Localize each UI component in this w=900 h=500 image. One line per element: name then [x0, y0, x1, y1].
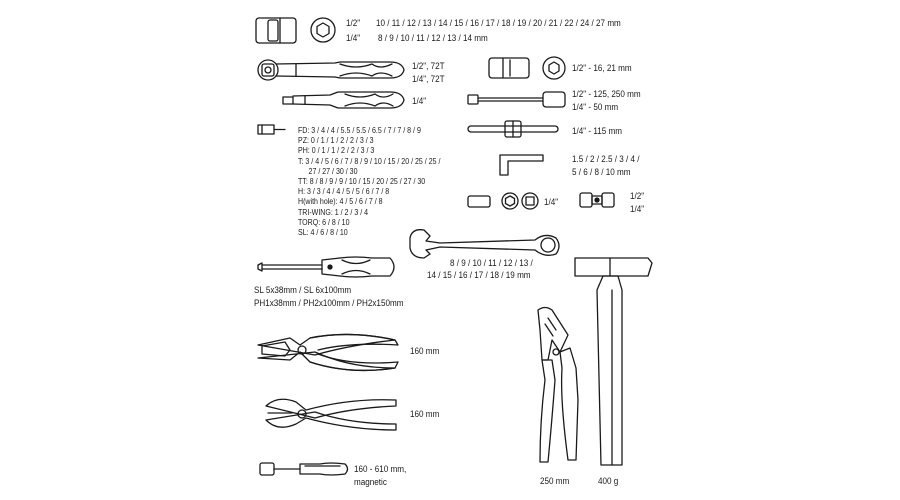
wrench-labels — [450, 257, 533, 270]
extension-label-half: 1/2" - 125, 250 mm — [572, 89, 641, 99]
extension-labels — [572, 88, 641, 113]
ratchet-half-icon — [258, 60, 404, 80]
socket-quarter-label: 1/4" — [346, 33, 361, 43]
hex-key-line: 1.5 / 2 / 2.5 / 3 / 4 / — [572, 154, 640, 164]
universal-joint-line: 1/4" — [630, 203, 645, 214]
hex-key-labels — [572, 153, 640, 178]
socket-end-icon — [311, 18, 335, 42]
water-pump-pliers-icon — [538, 308, 578, 463]
t-bar-label: 1/4" - 115 mm — [572, 126, 622, 136]
socket-large-icon — [256, 18, 296, 43]
cutting-pliers-label: 160 mm — [410, 409, 440, 419]
screwdriver-labels — [254, 284, 403, 309]
combination-pliers-label: 160 mm — [410, 346, 440, 356]
wrench-line: 8 / 9 / 10 / 11 / 12 / 13 / — [450, 258, 533, 268]
magnetic-pickup-icon — [260, 463, 348, 475]
screwdriver-line: SL 5x38mm / SL 6x100mm — [254, 285, 352, 295]
socket-half-sizes: 10 / 11 / 12 / 13 / 14 / 15 / 16 / 17 / 18 / 19 / 20 / 21 / 22 / 24 / 27 mm — [376, 18, 621, 28]
ratchet-label-quarter: 1/4", 72T — [412, 73, 445, 84]
hammer-icon — [575, 258, 652, 465]
wrench-labels-2 — [427, 269, 531, 282]
combination-pliers-icon — [258, 334, 398, 370]
pickup-labels — [354, 463, 406, 488]
universal-joint-labels — [630, 190, 644, 215]
bit-line: T: 3 / 4 / 5 / 6 / 7 / 8 / 9 / 10 / 15 / 20 / 25 / 25 / — [298, 156, 441, 166]
bit-line: H: 3 / 3 / 4 / 4 / 5 / 5 / 6 / 7 / 8 — [298, 187, 390, 197]
screwdriver-line: PH1x38mm / PH2x100mm / PH2x150mm — [254, 297, 404, 308]
adapter-label: 1/4" — [544, 197, 559, 207]
cutting-pliers-icon — [266, 399, 396, 430]
wrench-line: 14 / 15 / 16 / 17 / 18 / 19 mm — [427, 270, 531, 280]
bit-line: PZ: 0 / 1 / 1 / 2 / 2 / 3 / 3 — [298, 136, 374, 146]
pickup-line: 160 - 610 mm, — [354, 464, 407, 474]
extension-bar-icon — [468, 92, 565, 107]
spark-plug-socket-icon — [489, 57, 565, 79]
bit-adapter-icon — [468, 193, 538, 209]
extension-label-quarter: 1/4" - 50 mm — [572, 101, 619, 112]
bit-line: FD: 3 / 4 / 4 / 5.5 / 5.5 / 6.5 / 7 / 7 / 8 / 9 — [298, 126, 421, 135]
universal-joint-icon — [580, 193, 614, 207]
ratchet-label-half: 1/2", 72T — [412, 61, 445, 71]
bit-line: PH: 0 / 1 / 1 / 2 / 2 / 3 / 3 — [298, 146, 375, 156]
bit-line: 27 / 27 / 30 / 30 — [308, 166, 358, 176]
bit-line: TRI-WING: 1 / 2 / 3 / 4 — [298, 207, 369, 217]
hex-key-icon — [500, 155, 543, 175]
t-bar-icon — [468, 121, 558, 137]
screwdriver-handle-label: 1/4" — [412, 96, 427, 106]
bit-line: TORQ: 6 / 8 / 10 — [298, 217, 350, 227]
hex-key-line: 5 / 6 / 8 / 10 mm — [572, 166, 631, 177]
socket-quarter-sizes: 8 / 9 / 10 / 11 / 12 / 13 / 14 mm — [378, 33, 488, 43]
screwdriver-icon — [258, 257, 394, 277]
water-pump-pliers-label: 250 mm — [540, 476, 570, 486]
bit-icon — [258, 125, 285, 134]
ratchet-quarter-icon — [283, 92, 404, 108]
pickup-line: magnetic — [354, 476, 387, 487]
socket-half-label: 1/2" — [346, 18, 361, 28]
spark-plug-label: 1/2" - 16, 21 mm — [572, 63, 632, 73]
bit-line: H(with hole): 4 / 5 / 6 / 7 / 8 — [298, 197, 383, 207]
ratchet-labels — [412, 60, 445, 85]
bit-line: TT: 8 / 8 / 9 / 9 / 10 / 15 / 20 / 25 / 27 / 30 — [298, 177, 426, 187]
bit-line: SL: 4 / 6 / 8 / 10 — [298, 228, 348, 238]
hammer-label: 400 g — [598, 476, 619, 486]
universal-joint-line: 1/2" — [630, 191, 645, 201]
bit-list — [298, 126, 440, 238]
